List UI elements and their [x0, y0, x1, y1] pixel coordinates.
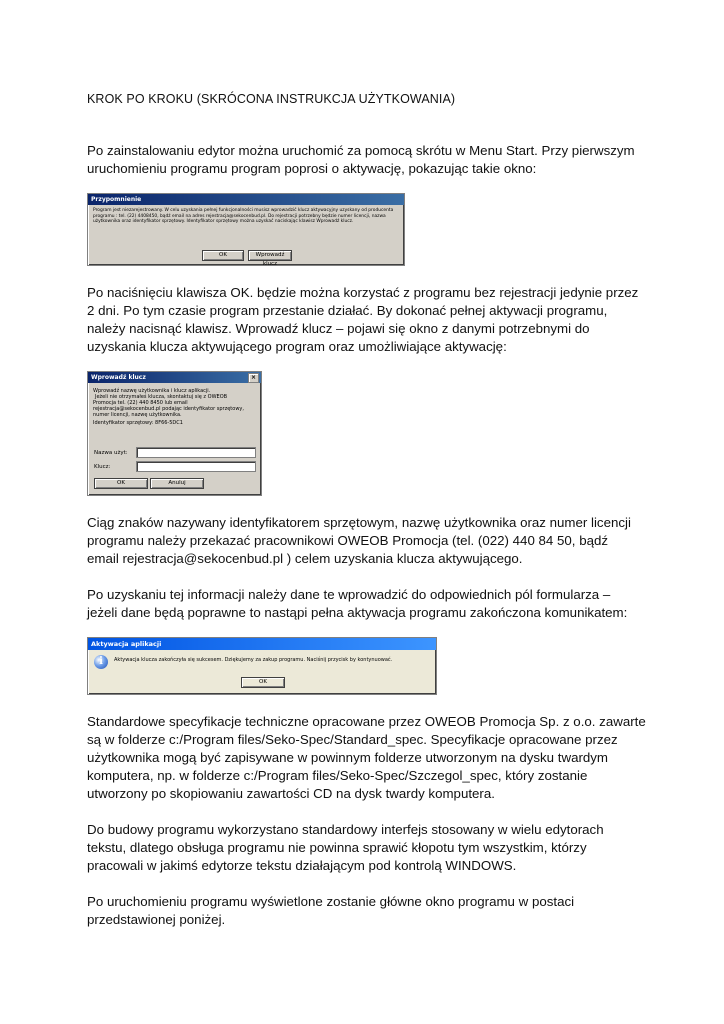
paragraph-3-line-2: programu należy przekazać pracownikowi OWEOB Promocja (tel. (022) 440 84 50, bądź [87, 533, 609, 548]
close-icon[interactable]: × [248, 373, 259, 383]
paragraph-6-line-1: Do budowy programu wykorzystano standardowy interfejs stosowany w wielu edytorach [87, 822, 604, 837]
paragraph-4-line-2: jeżeli dane będą poprawne to nastąpi pełna aktywacja programu zakończona komunikatem: [87, 605, 628, 620]
reminder-dialog [87, 193, 405, 266]
paragraph-1-line-2: uruchomieniu programu program poprosi o aktywację, pokazując takie okno: [87, 161, 537, 176]
username-field[interactable] [136, 447, 256, 458]
paragraph-7-line-1: Po uruchomieniu programu wyświetlone zostanie główne okno programu w postaci [87, 894, 575, 909]
enter-key-line-1: Wprowadź nazwę użytkownika i klucz aplikacji. [93, 388, 211, 394]
paragraph-7-line-2: przedstawionej poniżej. [87, 912, 226, 927]
paragraph-4-line-1: Po uzyskaniu tej informacji należy dane te wprowadzić do odpowiednich pól formularza – [87, 587, 611, 602]
paragraph-2-line-4: uzyskania klucza aktywującego program oraz umożliwiające aktywację: [87, 339, 507, 354]
paragraph-5-line-5: utworzony po skopiowaniu zawartości CD na dysk twardy komputera. [87, 786, 495, 801]
enter-key-dialog-title [88, 372, 261, 383]
key-label: Klucz: [94, 464, 111, 470]
key-field[interactable] [136, 461, 256, 472]
enter-key-line-5: numer licencji, nazwę użytkownika. [93, 412, 182, 418]
paragraph-5-line-2: są w folderze c:/Program files/Seko-Spec/Standard_spec. Specyfikacje opracowane przez [87, 732, 618, 747]
reminder-line-2: programu : tel. (22) 4408450, bądź email na adres rejestracja@sekocenbud.pl. Do rejestracji potrzebny będzie numer licencji, nazwa [93, 213, 386, 219]
enter-key-line-4: rejestracja@sekocenbud.pl podając identyfikator sprzętowy, [93, 406, 244, 412]
paragraph-5-line-3: użytkownika mogą być zapisywane w powinnym folderze utworzonym na dysku twardym [87, 750, 609, 765]
enter-key-line-3: Promocja tel. (22) 440 8450 lub email [93, 400, 188, 406]
username-label: Nazwa użyt: [94, 450, 128, 456]
reminder-dialog-title: Przypomnienie [88, 194, 404, 205]
paragraph-5-line-4: komputera, np. w folderze c:/Program files/Seko-Spec/Szczegol_spec, który zostanie [87, 768, 588, 783]
ok-button[interactable]: OK [94, 478, 148, 489]
paragraph-2-line-2: 2 dni. Po tym czasie program przestanie działać. By dokonać pełnej aktywacji programu, [87, 303, 608, 318]
paragraph-5-line-1: Standardowe specyfikacje techniczne opracowane przez OWEOB Promocja Sp. z o.o. zawarte [87, 714, 646, 729]
reminder-line-1: Program jest niezarejestrowany. W celu uzyskania pełnej funkcjonalności musisz wprowadzić klucz aktywacyjny uzyskany od producenta [93, 208, 394, 213]
ok-button[interactable]: OK [202, 250, 244, 261]
paragraph-6-line-3: pracowali w jakimś edytorze tekstu działającym pod kontrolą WINDOWS. [87, 858, 517, 873]
paragraph-6-line-2: tekstu, dlatego obsługa programu nie powinna sprawić kłopotu tym wszystkim, którzy [87, 840, 587, 855]
activation-message: Aktywacja klucza zakończyła się sukcesem. Dziękujemy za zakup programu. Naciśnij przycisk by kontynuować. [114, 657, 393, 663]
enter-key-dialog-title-text: Wprowadź klucz [91, 374, 146, 381]
hardware-id: Identyfikator sprzętowy: 8F66-5DC1 [93, 420, 183, 426]
paragraph-2-line-3: należy nacisnąć klawisz. Wprowadź klucz – pojawi się okno z danymi potrzebnymi do [87, 321, 590, 336]
info-icon: i [94, 655, 108, 669]
activation-dialog [87, 637, 437, 695]
ok-button[interactable]: OK [241, 677, 285, 688]
cancel-button[interactable]: Anuluj [150, 478, 204, 489]
paragraph-1-line-1: Po zainstalowaniu edytor można uruchomić za pomocą skrótu w Menu Start. Przy pierwszym [87, 143, 635, 158]
reminder-dialog-message [93, 208, 399, 225]
paragraph-3-line-3: email rejestracja@sekocenbud.pl ) celem uzyskania klucza aktywującego. [87, 551, 523, 566]
page-heading: KROK PO KROKU (SKRÓCONA INSTRUKCJA UŻYTKOWANIA) [87, 92, 456, 106]
enter-key-line-2: Jeżeli nie otrzymałeś klucza, skontaktuj się z OWEOB [95, 394, 228, 400]
activation-dialog-title: Aktywacja aplikacji [88, 638, 436, 650]
enter-key-dialog-message [93, 388, 258, 426]
paragraph-2-line-1: Po naciśnięciu klawisza OK. będzie można korzystać z programu bez rejestracji jedynie przez [87, 285, 639, 300]
paragraph-3-line-1: Ciąg znaków nazywany identyfikatorem sprzętowym, nazwę użytkownika oraz numer licencji [87, 515, 631, 530]
enter-key-dialog [87, 371, 262, 496]
reminder-line-3: użytkownika oraz identyfikator sprzętowy. Identyfikator sprzętowy można uzyskać naciskając klawisz Wprowadź klucz. [93, 219, 354, 225]
enter-key-button[interactable]: Wprowadź klucz [248, 250, 292, 261]
